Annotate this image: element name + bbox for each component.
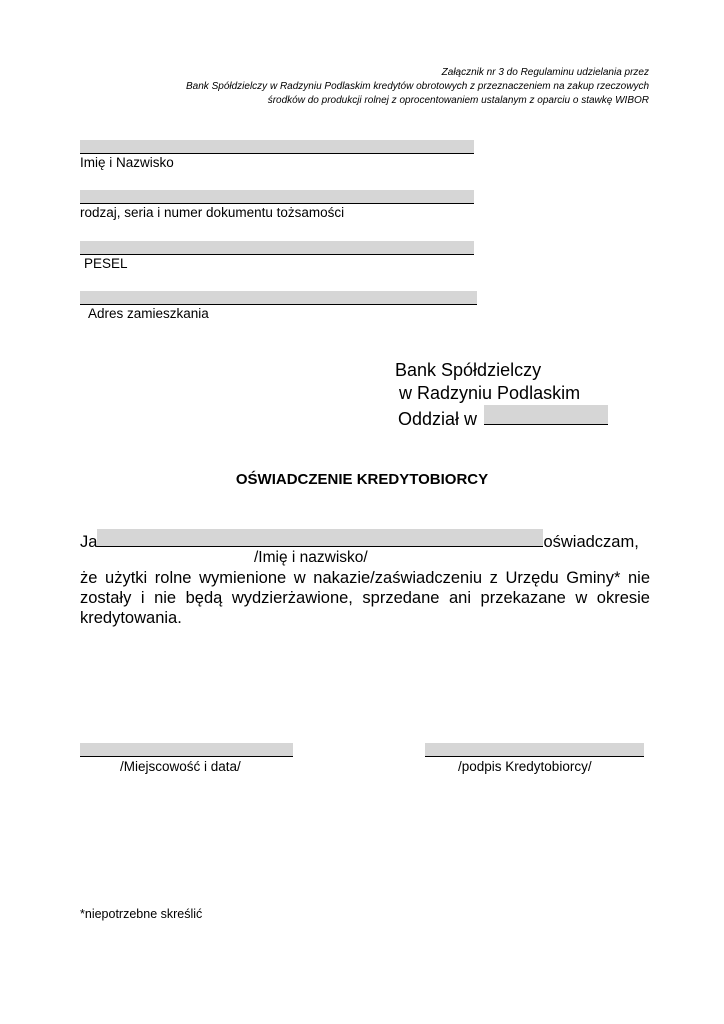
pesel-label: PESEL bbox=[84, 256, 128, 271]
declarant-name-field[interactable] bbox=[97, 529, 543, 547]
place-date-field[interactable] bbox=[80, 743, 293, 757]
name-label: Imię i Nazwisko bbox=[80, 155, 174, 170]
place-date-label: /Miejscowość i data/ bbox=[120, 759, 241, 774]
attachment-header-line-2: Bank Spółdzielczy w Radzyniu Podlaskim kredytów obrotowych z przeznaczeniem na zakup rzeczowych bbox=[186, 81, 649, 92]
declarant-name-hint: /Imię i nazwisko/ bbox=[254, 549, 368, 566]
statement-line-3: kredytowania. bbox=[80, 609, 182, 627]
statement-line-1: że użytki rolne wymienione w nakazie/zaświadczeniu z Urzędu Gminy* nie bbox=[80, 569, 650, 587]
name-field[interactable] bbox=[80, 140, 474, 154]
document-title: OŚWIADCZENIE KREDYTOBIORCY bbox=[235, 471, 489, 488]
statement-prefix: Ja bbox=[80, 533, 98, 551]
identity-document-label: rodzaj, seria i numer dokumentu tożsamości bbox=[80, 205, 345, 220]
bank-location: w Radzyniu Podlaskim bbox=[399, 383, 581, 403]
borrower-signature-field[interactable] bbox=[425, 743, 644, 757]
statement-line-2: zostały i nie będą wydzierżawione, sprzedane ani przekazane w okresie bbox=[80, 589, 650, 607]
branch-field[interactable] bbox=[484, 405, 608, 425]
branch-prefix: Oddział w bbox=[398, 409, 478, 429]
identity-document-field[interactable] bbox=[80, 190, 474, 204]
pesel-field[interactable] bbox=[80, 241, 474, 255]
footnote: *niepotrzebne skreślić bbox=[80, 907, 203, 921]
bank-branch-line bbox=[398, 405, 608, 430]
borrower-signature-label: /podpis Kredytobiorcy/ bbox=[458, 759, 592, 774]
address-label: Adres zamieszkania bbox=[88, 306, 209, 321]
address-field[interactable] bbox=[80, 291, 477, 305]
attachment-header-line-1: Załącznik nr 3 do Regulaminu udzielania przez bbox=[441, 67, 649, 78]
bank-name: Bank Spółdzielczy bbox=[395, 360, 542, 380]
statement-suffix: oświadczam, bbox=[543, 533, 639, 551]
attachment-header-line-3: środków do produkcji rolnej z oprocentowaniem ustalanym z oparciu o stawkę WIBOR bbox=[267, 95, 649, 106]
